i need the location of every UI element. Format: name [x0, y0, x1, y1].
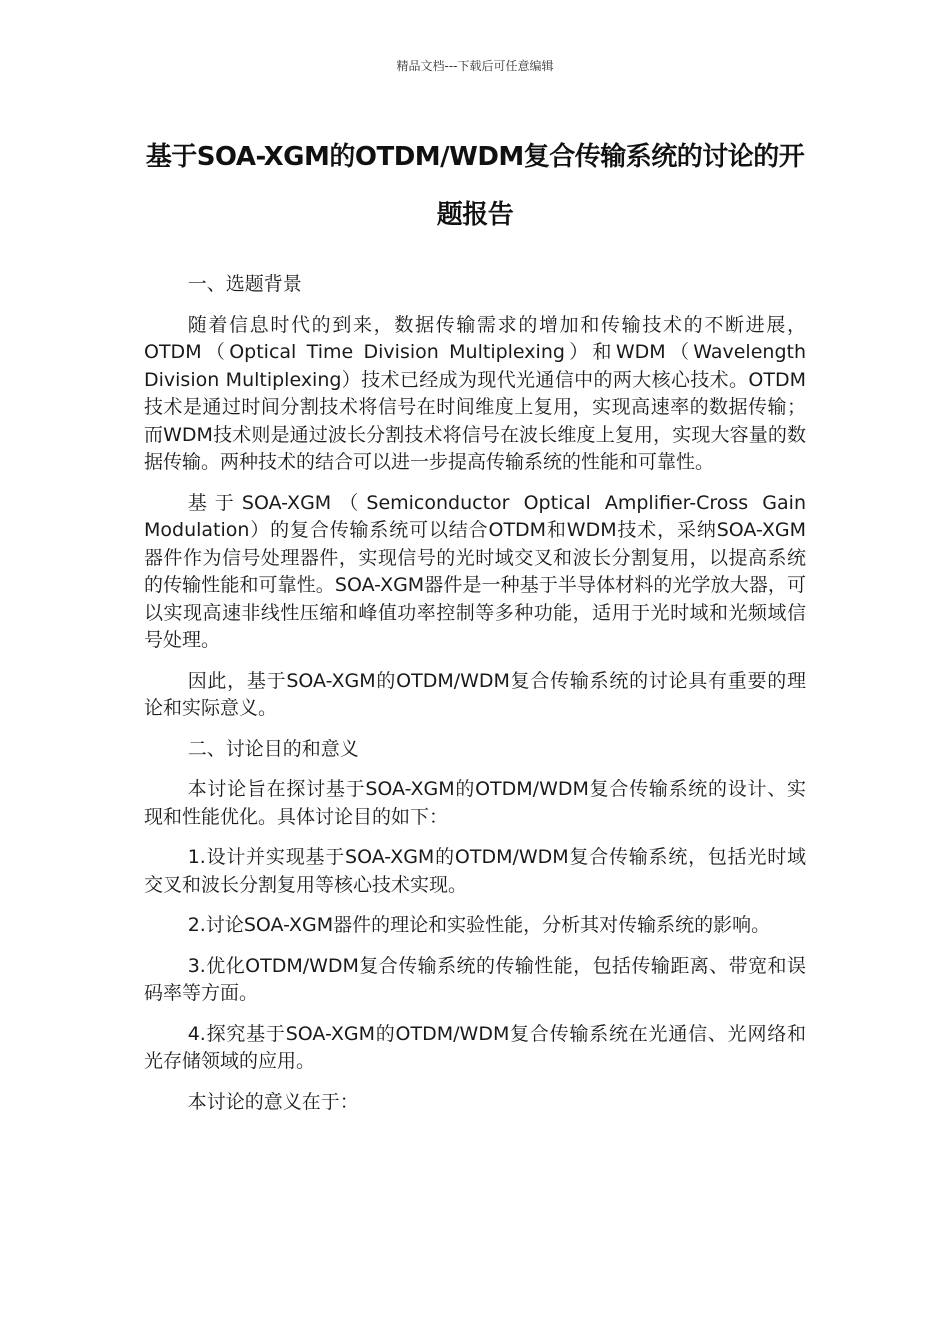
- list-item: 2.讨论SOA-XGM器件的理论和实验性能，分析其对传输系统的影响。: [187, 914, 771, 936]
- paragraph: 随着信息时代的到来，数据传输需求的增加和传输技术的不断进展，OTDM（Optical Time Division Multiplexing）和WDM（Wavelength Division Multiplexing）技术已经成为现代光通信中的两大核心技术。OTDM技术是通过时间分割技术将信号在时间维度上复用，实现高速率的数据传输；而WDM技术则是通过波长分割技术将信号在波长维度上复用，实现大容量的数据传输。两种技术的结合可以进一步提高传输系统的性能和可靠性。: [144, 313, 806, 473]
- document-title: 基于SOA-XGM的OTDM/WDM复合传输系统的讨论的开题报告: [145, 142, 805, 230]
- section-heading-purpose: 二、讨论目的和意义: [187, 737, 359, 760]
- list-item: 4.探究基于SOA-XGM的OTDM/WDM复合传输系统在光通信、光网络和光存储领域的应用。: [144, 1022, 806, 1072]
- document-body: [144, 271, 806, 1129]
- list-item: 3.优化OTDM/WDM复合传输系统的传输性能，包括传输距离、带宽和误码率等方面。: [144, 954, 806, 1004]
- paragraph: 因此，基于SOA-XGM的OTDM/WDM复合传输系统的讨论具有重要的理论和实际意义。: [144, 669, 806, 719]
- paragraph: 基于SOA-XGM（Semiconductor Optical Amplifier-Cross Gain Modulation）的复合传输系统可以结合OTDM和WDM技术，采纳SOA-XGM器件作为信号处理器件，实现信号的光时域交叉和波长分割复用，以提高系统的传输性能和可靠性。SOA-XGM器件是一种基于半导体材料的光学放大器，可以实现高速非线性压缩和峰值功率控制等多种功能，适用于光时域和光频域信号处理。: [144, 491, 806, 651]
- page-header: 精品文档---下载后可任意编辑: [396, 59, 554, 73]
- paragraph: 本讨论旨在探讨基于SOA-XGM的OTDM/WDM复合传输系统的设计、实现和性能优化。具体讨论目的如下：: [144, 778, 806, 828]
- list-item: 1.设计并实现基于SOA-XGM的OTDM/WDM复合传输系统，包括光时域交叉和波长分割复用等核心技术实现。: [144, 846, 806, 896]
- paragraph: 本讨论的意义在于：: [187, 1090, 359, 1113]
- section-heading-background: 一、选题背景: [187, 273, 302, 295]
